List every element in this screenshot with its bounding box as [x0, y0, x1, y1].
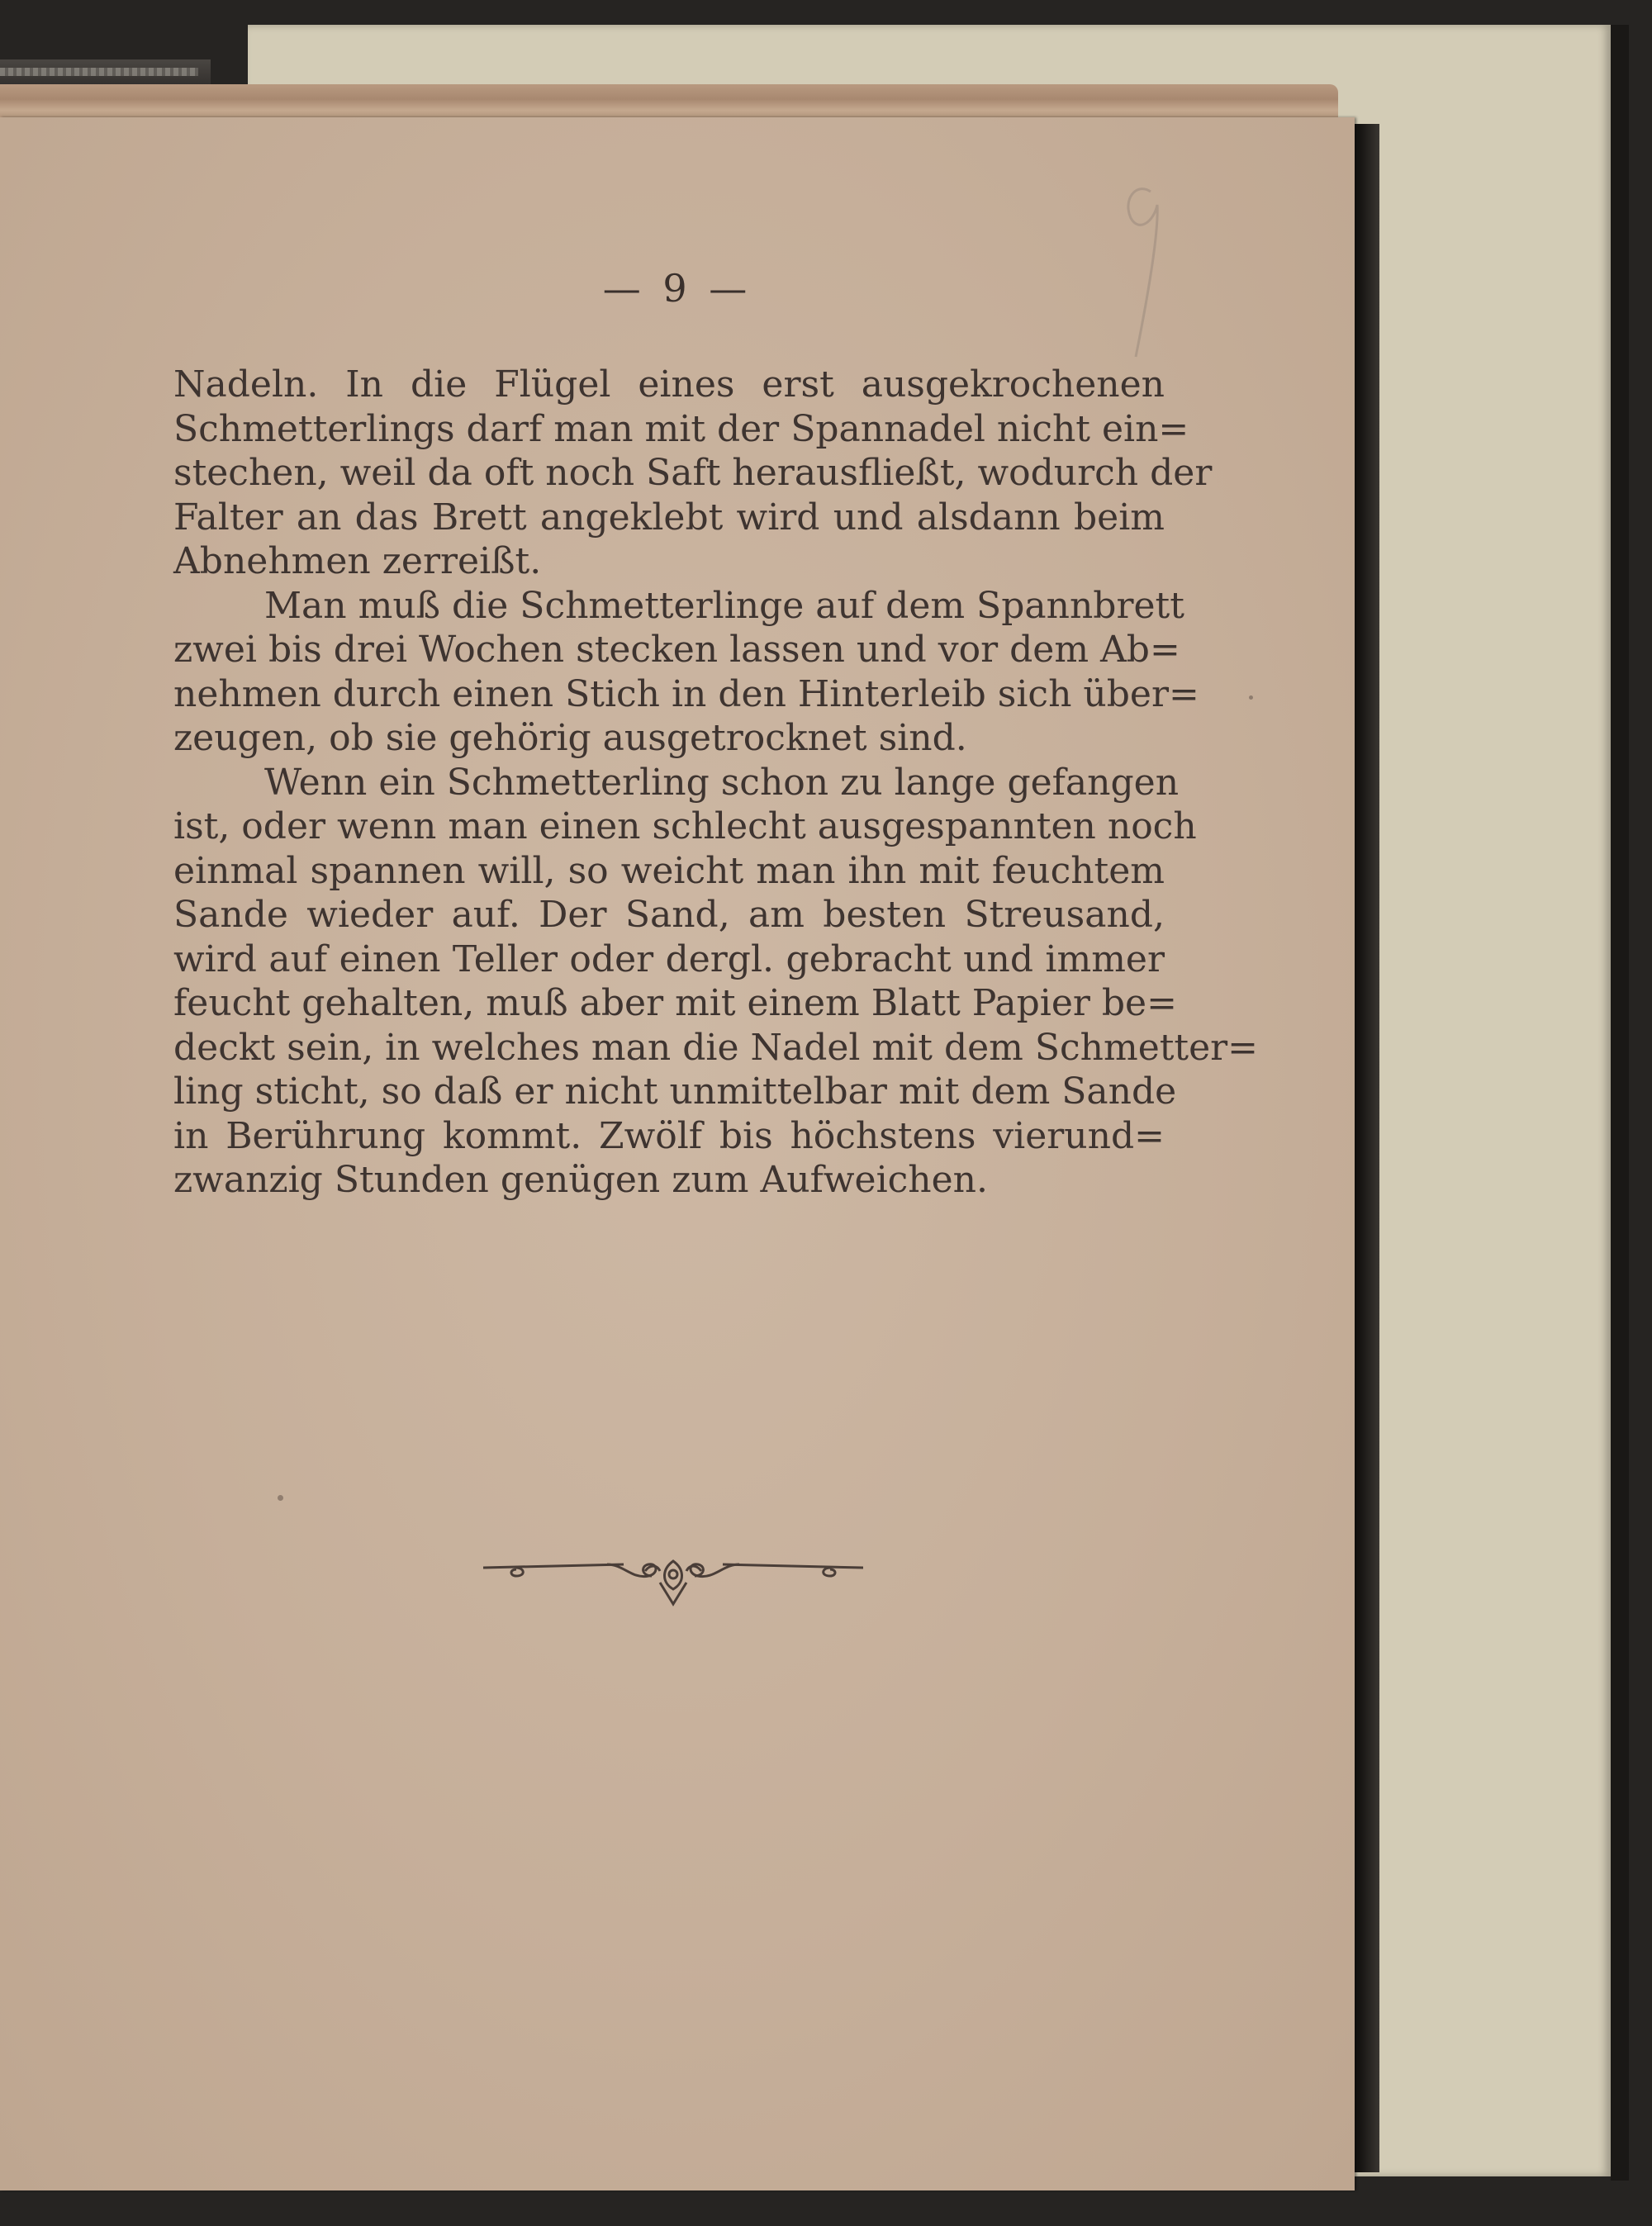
page-number: — 9 — [602, 266, 752, 311]
text-line: stechen, weil da oft noch Saft herausfließt, wodurch der [173, 452, 1213, 494]
text-line: deckt sein, in welches man die Nadel mit dem Schmetter= [173, 1027, 1259, 1069]
text-line: zwanzig Stunden genügen zum Aufweichen. [173, 1159, 989, 1201]
text-line: Falter an das Brett angeklebt wird und alsdann beim [173, 496, 1165, 539]
text-line: in Berührung kommt. Zwölf bis höchstens vierund= [173, 1115, 1165, 1157]
cover-board-edge [1611, 25, 1629, 2181]
text-line: Man muß die Schmetterlinge auf dem Spannbrett [264, 585, 1184, 627]
text-line: Wenn ein Schmetterling schon zu lange gefangen [264, 762, 1180, 804]
text-line: ling sticht, so daß er nicht unmittelbar mit dem Sande [173, 1070, 1177, 1113]
spine-texture [0, 68, 198, 76]
text-line: einmal spannen will, so weicht man ihn mit feuchtem [173, 850, 1165, 892]
text-line: zwei bis drei Wochen stecken lassen und vor dem Ab= [173, 629, 1180, 671]
text-line: zeugen, ob sie gehörig ausgetrocknet sind. [173, 717, 967, 759]
text-line: wird auf einen Teller oder dergl. gebracht und immer [173, 938, 1165, 980]
text-line: Schmetterlings darf man mit der Spannadel nicht ein= [173, 408, 1189, 450]
paper-speck [278, 1495, 283, 1501]
text-line: Abnehmen zerreißt. [173, 540, 542, 582]
paper-speck [1249, 695, 1253, 700]
text-line: Nadeln. In die Flügel eines erst ausgekrochenen [173, 363, 1165, 406]
text-line: feucht gehalten, muß aber mit einem Blatt Papier be= [173, 982, 1177, 1024]
text-line: ist, oder wenn man einen schlecht ausgespannten noch [173, 805, 1197, 847]
book-page [0, 117, 1355, 2190]
text-line: nehmen durch einen Stich in den Hinterleib sich über= [173, 673, 1199, 715]
text-line: Sande wieder auf. Der Sand, am besten Streusand, [173, 894, 1165, 936]
ornament-divider-icon [483, 1554, 863, 1621]
